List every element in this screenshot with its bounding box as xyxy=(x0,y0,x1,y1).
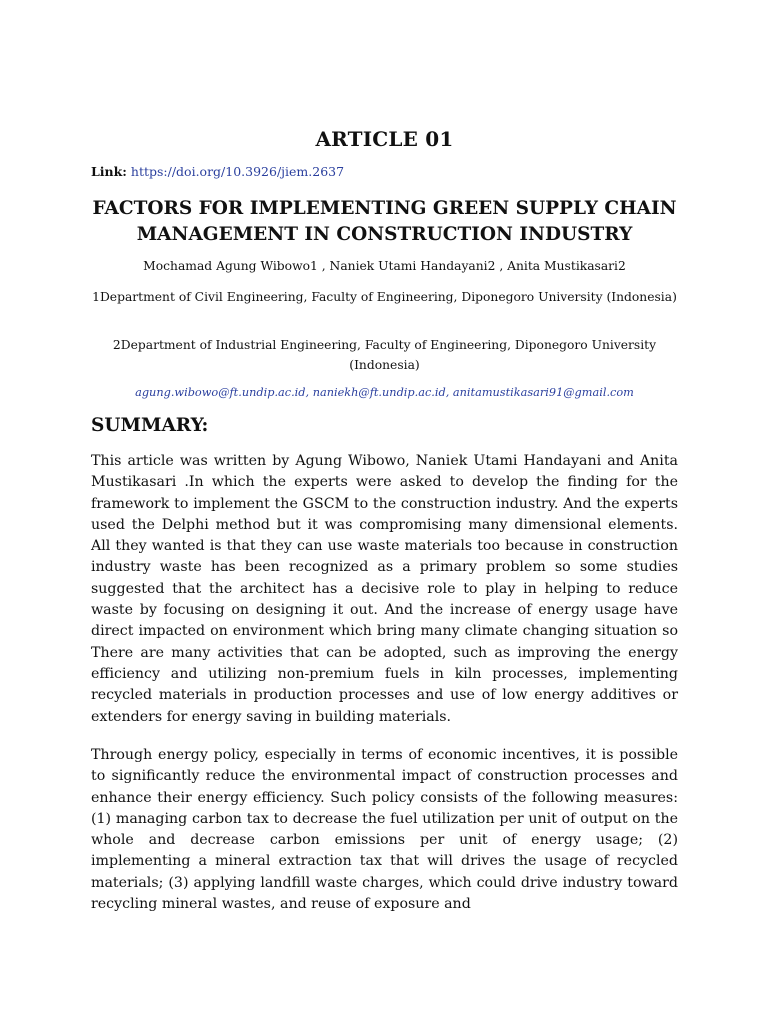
author-list: Mochamad Agung Wibowo1 , Naniek Utami Handayani2 , Anita Mustikasari2 xyxy=(143,259,626,273)
affiliation-2: 2Department of Industrial Engineering, Faculty of Engineering, Diponegoro University (Indonesia) xyxy=(112,338,657,372)
document-page xyxy=(91,0,678,1024)
link-label: Link: xyxy=(91,164,127,179)
summary-paragraph-2: Through energy policy, especially in terms of economic incentives, it is possible to significantly reduce the environmental impact of construction processes and enhance their energy efficiency. Such policy consists of the following measures: (1) managing carbon tax to decrease the fuel utilization per unit of output on the whole and decrease carbon emissions per unit of energy usage; (2) implementing a mineral extraction tax that will drives the usage of recycled materials; (3) applying landfill waste charges, which could drive industry toward recycling mineral wastes, and reuse of exposure and xyxy=(91,747,678,913)
summary-heading: SUMMARY: xyxy=(91,415,209,436)
summary-paragraph-1: This article was written by Agung Wibowo, Naniek Utami Handayani and Anita Mustikasari .In which the experts were asked to develop the finding for the framework to implement the GSCM to the construction industry. And the experts used the Delphi method but it was compromising many dimensional elements. All they wanted is that they can use waste materials too because in construction industry waste has been recognized as a primary problem so some studies suggested that the architect has a decisive role to play in helping to reduce waste by focusing on designing it out. And the increase of energy usage have direct impacted on environment which bring many climate changing situation so There are many activities that can be adopted, such as improving the energy efficiency and utilizing non-premium fuels in kiln processes, implementing recycled materials in production processes and use of low energy additives or extenders for energy saving in building materials. xyxy=(91,453,678,725)
article-number: ARTICLE 01 xyxy=(315,127,454,151)
article-title: FACTORS FOR IMPLEMENTING GREEN SUPPLY CHAIN MANAGEMENT IN CONSTRUCTION INDUSTRY xyxy=(92,198,677,245)
author-emails[interactable]: agung.wibowo@ft.undip.ac.id, naniekh@ft.undip.ac.id, anitamustikasari91@gmail.com xyxy=(135,386,634,399)
doi-link[interactable]: https://doi.org/10.3926/jiem.2637 xyxy=(130,164,345,179)
affiliation-1: 1Department of Civil Engineering, Faculty of Engineering, Diponegoro University (Indonesia) xyxy=(92,290,677,304)
doi-link-line xyxy=(91,164,678,179)
